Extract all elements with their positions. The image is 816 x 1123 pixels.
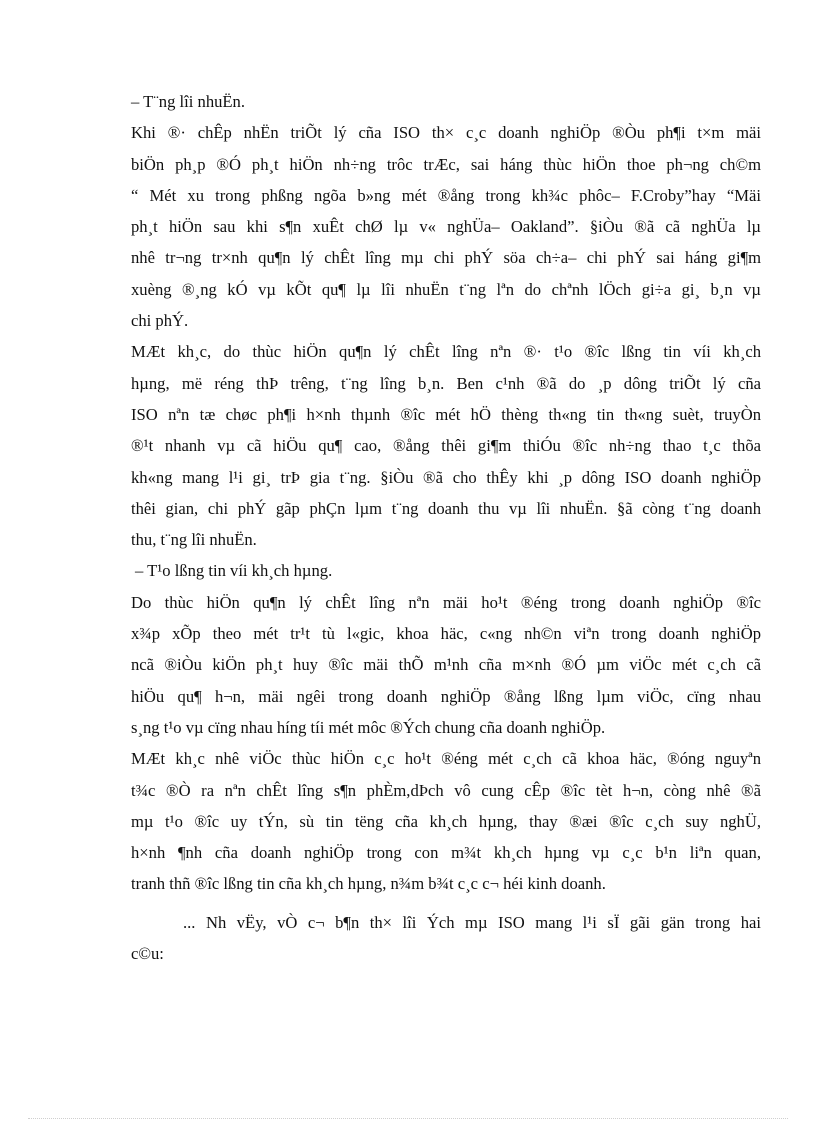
text-line: ISO nªn tæ chøc ph¶i h×nh thµnh ®îc mét hÖ thèng th«ng tin th«ng suèt, truyÒn — [131, 404, 761, 424]
text-line: ncã ®iÒu kiÖn ph¸t huy ®îc mäi thÕ m¹nh cña m×nh ®Ó µm viÖc mét c¸ch cã — [131, 655, 761, 675]
text-line: ... Nh vËy, vÒ c¬ b¶n th× lîi Ých mµ ISO mang l¹i sÏ gãi gän trong hai — [183, 912, 761, 932]
text-line: xuèng ®¸ng kÓ vµ kÕt qu¶ lµ lîi nhuËn t¨ng lªn do chªnh lÖch gi÷a gi¸ b¸n vµ — [131, 279, 761, 299]
bullet-heading-profit: – T¨ng lîi nhuËn. — [131, 92, 246, 111]
spacer — [131, 900, 761, 907]
text-line: thu, t¨ng lîi nhuËn. — [131, 530, 257, 550]
text-line: nhê tr¬ng tr×nh qu¶n lý chÊt lîng mµ chi phÝ söa ch÷a– chi phÝ sai háng gi¶m — [131, 248, 761, 268]
text-line: hiÖu qu¶ h¬n, mäi ngêi trong doanh nghiÖp ®ång lßng lµm viÖc, cïng nhau — [131, 686, 761, 706]
text-line: thêi gian, chi phÝ gãp phÇn lµm t¨ng doanh thu vµ lîi nhuËn. §ã còng t¨ng doanh — [131, 498, 761, 518]
text-line: c©u: — [131, 944, 164, 964]
bullet-heading-trust: – T¹o lßng tin víi kh¸ch hµng. — [135, 561, 333, 581]
text-line: biÖn ph¸p ®Ó ph¸t hiÖn nh÷ng trôc trÆc, sai háng thùc hiÖn thoe ph¬ng ch©m — [131, 154, 761, 174]
page-bottom-divider — [28, 1118, 788, 1119]
text-line: hµng, më réng thÞ trêng, t¨ng lîng b¸n. Ben c¹nh ®ã do ¸p dông triÕt lý cña — [131, 373, 761, 393]
text-line: Do thùc hiÖn qu¶n lý chÊt lîng nªn mäi ho¹t ®éng trong doanh nghiÖp ®îc — [131, 592, 761, 612]
text-line: “ Mét xu trong phßng ngõa b»ng mét ®ång trong kh¾c phôc– F.Croby”hay “Mäi — [131, 185, 761, 205]
text-line: chi phÝ. — [131, 311, 189, 331]
text-line: s¸ng t¹o vµ cïng nhau híng tíi mét môc ®Ých chung cña doanh nghiÖp. — [131, 717, 606, 737]
text-line: ®¹t nhanh vµ cã hiÖu qu¶ cao, ®ång thêi gi¶m thiÓu ®îc nh÷ng thao t¸c thõa — [131, 436, 761, 456]
text-line: tranh thñ ®îc lßng tin cña kh¸ch hµng, n¾m b¾t c¸c c¬ héi kinh doanh. — [131, 874, 606, 894]
text-line: ph¸t hiÖn sau khi s¶n xuÊt chØ lµ v« nghÜa– Oakland”. §iÒu ®ã cã nghÜa lµ — [131, 217, 761, 237]
text-line: t¾c ®Ò ra nªn chÊt lîng s¶n phÈm,dÞch vô cung cÊp ®îc tèt h¬n, còng nhê ®ã — [131, 780, 761, 800]
text-line: MÆt kh¸c, do thùc hiÖn qu¶n lý chÊt lîng nªn ®· t¹o ®îc lßng tin víi kh¸ch — [131, 342, 761, 362]
text-line: h×nh ¶nh cña doanh nghiÖp trong con m¾t kh¸ch hµng vµ c¸c b¹n liªn quan, — [131, 843, 761, 863]
text-line: MÆt kh¸c nhê viÖc thùc hiÖn c¸c ho¹t ®éng mét c¸ch cã khoa häc, ®óng nguyªn — [131, 749, 761, 769]
text-line: Khi ®· chÊp nhËn triÕt lý cña ISO th× c¸c doanh nghiÖp ®Òu ph¶i t×m mäi — [131, 123, 761, 143]
text-line: x¾p xÕp theo mét tr¹t tù l«gic, khoa häc, c«ng nh©n viªn trong doanh nghiÖp — [131, 624, 761, 644]
text-line: mµ t¹o ®îc uy tÝn, sù tin tëng cña kh¸ch hµng, thay ®æi ®îc c¸ch suy nghÜ, — [131, 811, 761, 831]
text-line: kh«ng mang l¹i gi¸ trÞ gia t¨ng. §iÒu ®ã cho thÊy khi ¸p dông ISO doanh nghiÖp — [131, 467, 761, 487]
document-body — [131, 86, 761, 969]
